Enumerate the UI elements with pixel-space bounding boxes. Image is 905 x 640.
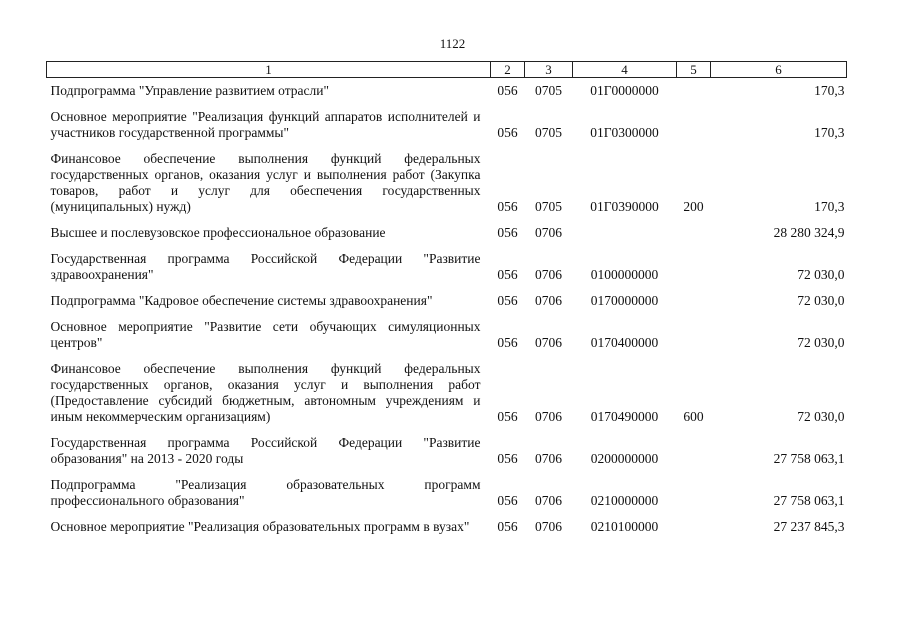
row-name: Финансовое обеспечение выполнения функций федеральных государственных органов, оказания услуг и выполнения работ (Закупка товаров, работ и услуг для обеспечения государственных (муниципальных) нужд) bbox=[50, 151, 481, 214]
row-rz: 0705 bbox=[535, 199, 562, 214]
table-row bbox=[47, 78, 847, 105]
row-ved: 056 bbox=[497, 409, 518, 424]
row-sum: 72 030,0 bbox=[797, 409, 845, 424]
row-vr bbox=[677, 220, 711, 246]
row-rz: 0706 bbox=[535, 519, 562, 534]
row-name: Основное мероприятие "Развитие сети обучающих симуляционных центров" bbox=[50, 319, 481, 350]
row-csr: 0170400000 bbox=[590, 335, 659, 350]
row-vr bbox=[677, 78, 711, 105]
row-sum: 72 030,0 bbox=[797, 293, 845, 308]
row-vr bbox=[677, 472, 711, 514]
row-vr bbox=[677, 314, 711, 356]
row-vr bbox=[677, 514, 711, 540]
row-ved: 056 bbox=[497, 493, 518, 508]
row-rz: 0705 bbox=[535, 125, 562, 140]
row-ved: 056 bbox=[497, 83, 518, 98]
table-row bbox=[47, 356, 847, 430]
row-vr: 600 bbox=[683, 409, 704, 424]
header-name: 1 bbox=[47, 62, 491, 78]
row-name: Основное мероприятие "Реализация функций аппаратов исполнителей и участников государственной программы" bbox=[50, 109, 481, 140]
row-vr bbox=[677, 104, 711, 146]
row-name: Финансовое обеспечение выполнения функций федеральных государственных органов, оказания услуг и выполнения работ (Предоставление субсидий бюджетным, автономным учреждениям и иным некоммерческим организациям) bbox=[50, 361, 481, 424]
row-ved: 056 bbox=[497, 125, 518, 140]
row-name: Подпрограмма "Реализация образовательных программ профессионального образования" bbox=[50, 477, 481, 508]
row-sum: 28 280 324,9 bbox=[773, 225, 845, 240]
budget-table bbox=[46, 61, 847, 540]
row-rz: 0706 bbox=[535, 409, 562, 424]
header-rz: 3 bbox=[525, 62, 573, 78]
row-sum: 27 758 063,1 bbox=[773, 493, 845, 508]
header-row bbox=[47, 62, 847, 78]
row-csr: 0210100000 bbox=[590, 519, 659, 534]
row-ved: 056 bbox=[497, 451, 518, 466]
table-row bbox=[47, 472, 847, 514]
row-csr: 01Г0300000 bbox=[590, 125, 659, 140]
row-rz: 0705 bbox=[535, 83, 562, 98]
row-csr: 0100000000 bbox=[590, 267, 659, 282]
row-name: Государственная программа Российской Федерации "Развитие здравоохранения" bbox=[50, 251, 481, 282]
table-row bbox=[47, 514, 847, 540]
row-name: Основное мероприятие "Реализация образовательных программ в вузах" bbox=[50, 519, 470, 534]
row-vr bbox=[677, 288, 711, 314]
row-sum: 170,3 bbox=[814, 125, 845, 140]
header-vr: 5 bbox=[677, 62, 711, 78]
row-ved: 056 bbox=[497, 225, 518, 240]
table-row bbox=[47, 220, 847, 246]
row-name: Подпрограмма "Управление развитием отрасли" bbox=[50, 83, 329, 98]
row-name: Высшее и послевузовское профессиональное образование bbox=[50, 225, 386, 240]
row-csr: 01Г0000000 bbox=[590, 83, 659, 98]
row-ved: 056 bbox=[497, 267, 518, 282]
row-ved: 056 bbox=[497, 335, 518, 350]
row-sum: 170,3 bbox=[814, 199, 845, 214]
row-name: Подпрограмма "Кадровое обеспечение системы здравоохранения" bbox=[50, 293, 433, 308]
table-row bbox=[47, 246, 847, 288]
row-sum: 27 237 845,3 bbox=[773, 519, 845, 534]
header-csr: 4 bbox=[573, 62, 677, 78]
row-csr: 0200000000 bbox=[590, 451, 659, 466]
row-rz: 0706 bbox=[535, 335, 562, 350]
row-rz: 0706 bbox=[535, 451, 562, 466]
row-csr: 0170000000 bbox=[590, 293, 659, 308]
table-row bbox=[47, 314, 847, 356]
row-rz: 0706 bbox=[535, 267, 562, 282]
row-name: Государственная программа Российской Федерации "Развитие образования" на 2013 - 2020 годы bbox=[50, 435, 481, 466]
row-sum: 72 030,0 bbox=[797, 335, 845, 350]
row-csr: 0210000000 bbox=[590, 493, 659, 508]
row-rz: 0706 bbox=[535, 493, 562, 508]
table-row bbox=[47, 288, 847, 314]
header-sum: 6 bbox=[711, 62, 847, 78]
row-ved: 056 bbox=[497, 199, 518, 214]
row-sum: 170,3 bbox=[814, 83, 845, 98]
row-rz: 0706 bbox=[535, 225, 562, 240]
row-csr bbox=[573, 220, 677, 246]
page-number: 1122 bbox=[439, 36, 466, 51]
row-vr bbox=[677, 430, 711, 472]
row-sum: 27 758 063,1 bbox=[773, 451, 845, 466]
table-row bbox=[47, 430, 847, 472]
row-ved: 056 bbox=[497, 293, 518, 308]
row-ved: 056 bbox=[497, 519, 518, 534]
header-ved: 2 bbox=[491, 62, 525, 78]
table-row bbox=[47, 146, 847, 220]
table-row bbox=[47, 104, 847, 146]
row-sum: 72 030,0 bbox=[797, 267, 845, 282]
row-csr: 01Г0390000 bbox=[590, 199, 659, 214]
row-csr: 0170490000 bbox=[590, 409, 659, 424]
row-vr bbox=[677, 246, 711, 288]
row-vr: 200 bbox=[683, 199, 704, 214]
row-rz: 0706 bbox=[535, 293, 562, 308]
